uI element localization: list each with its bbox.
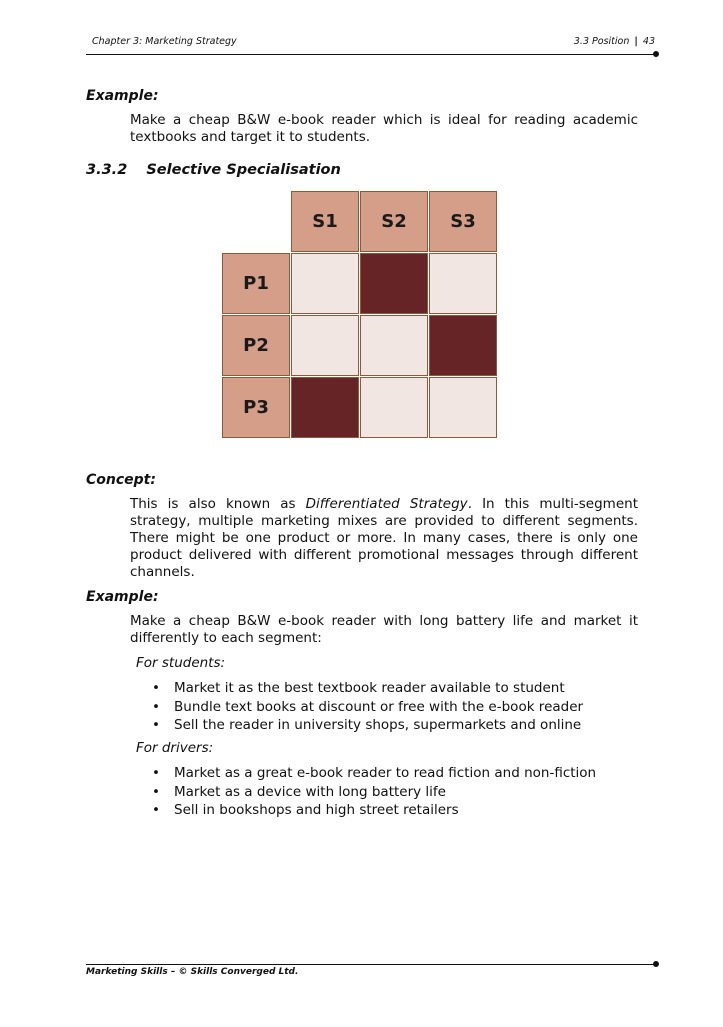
example-label-2: Example: <box>86 589 159 605</box>
concept-text <box>130 496 638 581</box>
drivers-bullet-list <box>150 764 596 820</box>
list-item: • Sell in bookshops and high street retailers <box>150 801 596 820</box>
matrix-cell <box>429 377 497 438</box>
matrix-row-header: P3 <box>222 377 290 438</box>
footer-text: Marketing Skills – © Skills Converged Ltd. <box>86 967 299 977</box>
header-rule-dot <box>653 51 659 57</box>
matrix-cell <box>360 315 428 376</box>
group-title-drivers: For drivers: <box>136 740 214 756</box>
matrix-cell <box>291 253 359 314</box>
matrix-col-header: S1 <box>291 191 359 252</box>
list-item: • Market as a great e-book reader to read fiction and non-fiction <box>150 764 596 783</box>
matrix-col-header: S3 <box>429 191 497 252</box>
concept-term: Differentiated Strategy <box>305 496 468 512</box>
matrix-cell <box>291 377 359 438</box>
example-text-2: Make a cheap B&W e-book reader with long battery life and market it differently to each segment: <box>130 613 638 646</box>
footer-rule-dot <box>653 961 659 967</box>
matrix-cell <box>360 253 428 314</box>
list-item: • Market it as the best textbook reader available to student <box>150 679 583 698</box>
example-text-1: Make a cheap B&W e-book reader which is ideal for reading academic textbooks and target it to students. <box>130 112 638 145</box>
running-header-chapter: Chapter 3: Marketing Strategy <box>92 36 237 47</box>
group-title-students: For students: <box>136 655 226 671</box>
page-number: 43 <box>642 36 655 47</box>
header-rule <box>86 54 656 55</box>
matrix-col-header: S2 <box>360 191 428 252</box>
section-number: 3.3.2 <box>86 162 128 178</box>
running-header-section <box>574 36 655 47</box>
students-bullet-list <box>150 679 583 735</box>
matrix-cell <box>360 377 428 438</box>
header-separator: | <box>634 36 638 47</box>
concept-label: Concept: <box>86 472 156 488</box>
matrix-cell <box>429 315 497 376</box>
list-item: • Bundle text books at discount or free with the e-book reader <box>150 698 583 717</box>
list-item: • Sell the reader in university shops, supermarkets and online <box>150 716 583 735</box>
header-section-name: 3.3 Position <box>573 36 630 47</box>
concept-text-after: . In this multi-segment strategy, multiple marketing mixes are provided to different segments. There might be one product or more. In many cases, there is only one product delivered with different promotional messages through different channels. <box>130 496 638 580</box>
matrix-row-header: P1 <box>222 253 290 314</box>
matrix-cell <box>291 315 359 376</box>
matrix-cell <box>429 253 497 314</box>
section-heading <box>86 162 341 178</box>
section-title: Selective Specialisation <box>146 162 341 178</box>
example-label-1: Example: <box>86 88 159 104</box>
footer-rule <box>86 964 656 965</box>
list-item: • Market as a device with long battery life <box>150 783 596 802</box>
matrix-row-header: P2 <box>222 315 290 376</box>
concept-text-before: This is also known as <box>130 496 306 512</box>
